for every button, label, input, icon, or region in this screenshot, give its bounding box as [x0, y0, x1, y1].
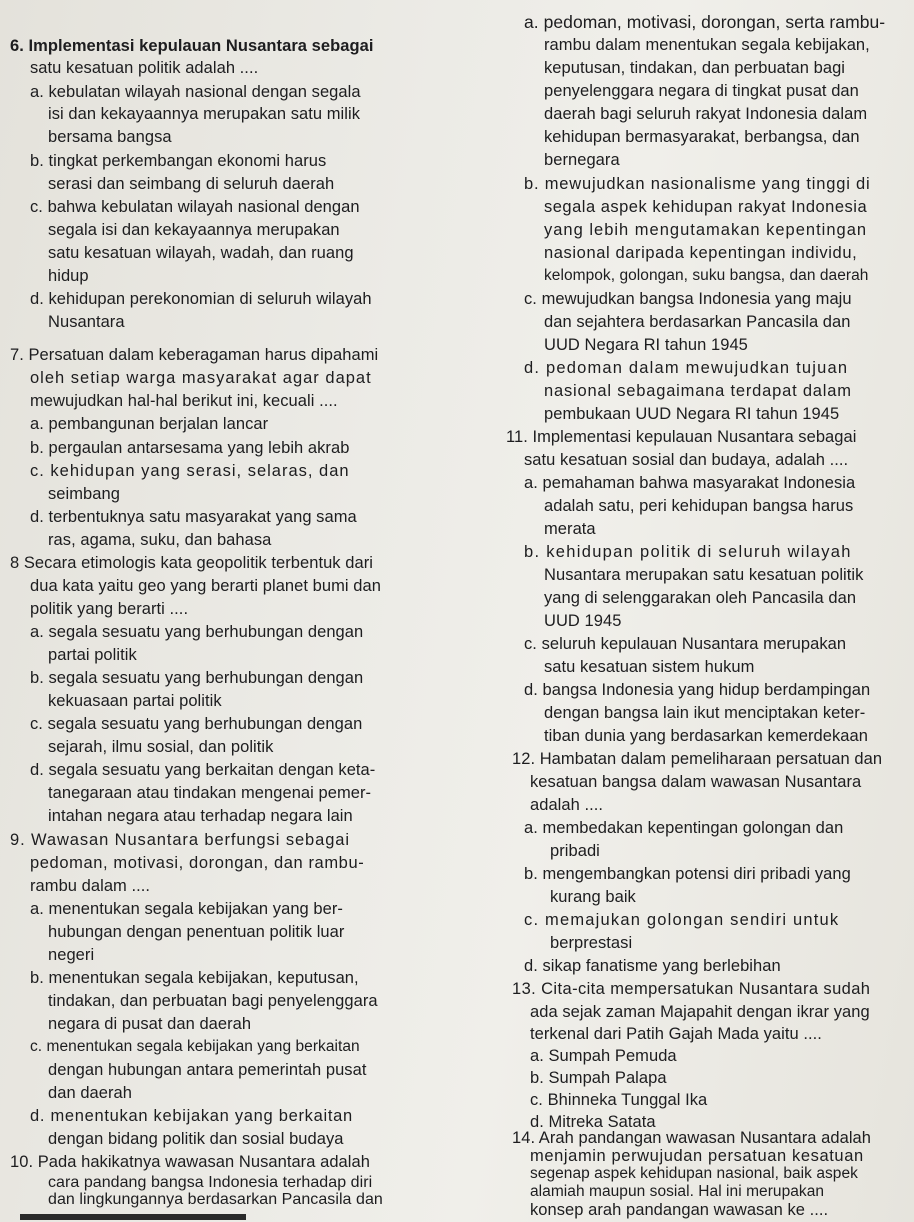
option-11c-line-1: c. seluruh kepulauan Nusantara merupakan [524, 635, 847, 653]
option-6d-line-2: Nusantara [48, 313, 125, 331]
question-13-line-1: 13. Cita-cita mempersatukan Nusantara sudah [512, 980, 871, 998]
question-14-line-4: alamiah maupun sosial. Hal ini merupakan [530, 1183, 825, 1200]
option-8d-line-3: intahan negara atau terhadap negara lain [48, 807, 353, 825]
option-10a-line-5: daerah bagi seluruh rakyat Indonesia dalam [544, 105, 868, 123]
bottom-divider [20, 1214, 246, 1220]
option-6a-line-1: a. kebulatan wilayah nasional dengan segala [30, 83, 361, 101]
option-7b: b. pergaulan antarsesama yang lebih akrab [30, 439, 350, 457]
question-11-line-1: 11. Implementasi kepulauan Nusantara sebagai [506, 428, 857, 446]
question-9-line-2: pedoman, motivasi, dorongan, dan rambu- [30, 854, 365, 872]
option-10b-line-1: b. mewujudkan nasionalisme yang tinggi di [524, 175, 871, 193]
question-7-line-2: oleh setiap warga masyarakat agar dapat [30, 369, 372, 387]
option-8d-line-1: d. segala sesuatu yang berkaitan dengan keta- [30, 761, 376, 779]
option-13c: c. Bhinneka Tunggal Ika [530, 1091, 708, 1109]
question-7-line-1: 7. Persatuan dalam keberagaman harus dipahami [10, 346, 379, 364]
question-14-line-1: 14. Arah pandangan wawasan Nusantara adalah [512, 1129, 872, 1147]
option-9b-line-2: tindakan, dan perbuatan bagi penyelenggara [48, 992, 378, 1010]
option-9c-line-2: dengan hubungan antara pemerintah pusat [48, 1061, 367, 1079]
option-11b-line-4: UUD 1945 [544, 612, 622, 630]
option-10b-line-3: yang lebih mengutamakan kepentingan [544, 221, 868, 239]
option-10b-line-2: segala aspek kehidupan rakyat Indonesia [544, 198, 868, 216]
question-9-line-1: 9. Wawasan Nusantara berfungsi sebagai [10, 831, 350, 849]
option-10d-line-2: nasional sebagaimana terdapat dalam [544, 382, 852, 400]
option-8a-line-1: a. segala sesuatu yang berhubungan dengan [30, 623, 364, 641]
option-12a-line-1: a. membedakan kepentingan golongan dan [524, 819, 844, 837]
option-11b-line-3: yang di selenggarakan oleh Pancasila dan [544, 589, 857, 607]
option-11a-line-2: adalah satu, peri kehidupan bangsa harus [544, 497, 854, 515]
question-13-line-3: terkenal dari Patih Gajah Mada yaitu .... [530, 1025, 822, 1043]
option-10a-line-4: penyelenggara negara di tingkat pusat dan [544, 82, 859, 100]
question-8-line-1: 8 Secara etimologis kata geopolitik terbentuk dari [10, 554, 373, 572]
option-9c-line-3: dan daerah [48, 1084, 132, 1102]
option-12b-line-2: kurang baik [550, 888, 636, 906]
option-12c-line-2: berprestasi [550, 934, 633, 952]
option-9a-line-1: a. menentukan segala kebijakan yang ber- [30, 900, 343, 918]
option-8d-line-2: tanegaraan atau tindakan mengenai pemer- [48, 784, 372, 802]
question-13-line-2: ada sejak zaman Majapahit dengan ikrar yang [530, 1003, 870, 1021]
option-11d-line-2: dengan bangsa lain ikut menciptakan keter- [544, 704, 866, 722]
question-14-line-3: segenap aspek kehidupan nasional, baik aspek [530, 1165, 858, 1182]
question-14-line-2: menjamin perwujudan persatuan kesatuan [530, 1147, 864, 1165]
option-8b-line-1: b. segala sesuatu yang berhubungan dengan [30, 669, 364, 687]
option-12d: d. sikap fanatisme yang berlebihan [524, 957, 781, 975]
option-7d-line-1: d. terbentuknya satu masyarakat yang sama [30, 508, 357, 526]
option-9d-line-1: d. menentukan kebijakan yang berkaitan [30, 1107, 353, 1125]
option-10b-line-4: nasional daripada kepentingan individu, [544, 244, 858, 262]
option-6c-line-1: c. bahwa kebulatan wilayah nasional dengan [30, 198, 360, 216]
option-7c-line-1: c. kehidupan yang serasi, selaras, dan [30, 462, 350, 480]
question-8-line-2: dua kata yaitu geo yang berarti planet bumi dan [30, 577, 381, 595]
option-10a-line-3: keputusan, tindakan, dan perbuatan bagi [544, 59, 846, 77]
option-10a-line-7: bernegara [544, 151, 620, 169]
question-9-line-3: rambu dalam .... [30, 877, 151, 895]
option-10a-line-2: rambu dalam menentukan segala kebijakan, [544, 36, 870, 54]
option-6c-line-2: segala isi dan kekayaannya merupakan [48, 221, 340, 239]
question-6-line-1: 6. Implementasi kepulauan Nusantara sebagai [10, 37, 374, 55]
question-10-line-1: 10. Pada hakikatnya wawasan Nusantara adalah [10, 1153, 370, 1171]
question-12-line-3: adalah .... [530, 796, 604, 814]
option-7c-line-2: seimbang [48, 485, 120, 503]
option-6b-line-1: b. tingkat perkembangan ekonomi harus [30, 152, 327, 170]
option-7a: a. pembangunan berjalan lancar [30, 415, 269, 433]
option-10b-line-5: kelompok, golongan, suku bangsa, dan daerah [544, 267, 869, 284]
question-10-line-3: dan lingkungannya berdasarkan Pancasila dan [48, 1191, 383, 1208]
option-6c-line-3: satu kesatuan wilayah, wadah, dan ruang [48, 244, 354, 262]
question-12-line-2: kesatuan bangsa dalam wawasan Nusantara [530, 773, 862, 791]
option-9a-line-2: hubungan dengan penentuan politik luar [48, 923, 345, 941]
option-6a-line-3: bersama bangsa [48, 128, 172, 146]
option-6c-line-4: hidup [48, 267, 89, 285]
question-8-line-3: politik yang berarti .... [30, 600, 189, 618]
option-10c-line-2: dan sejahtera berdasarkan Pancasila dan [544, 313, 851, 331]
option-9a-line-3: negeri [48, 946, 95, 964]
option-11a-line-1: a. pemahaman bahwa masyarakat Indonesia [524, 474, 856, 492]
question-6-line-2: satu kesatuan politik adalah .... [30, 59, 259, 77]
option-10d-line-1: d. pedoman dalam mewujudkan tujuan [524, 359, 849, 377]
option-7d-line-2: ras, agama, suku, dan bahasa [48, 531, 272, 549]
option-11b-line-1: b. kehidupan politik di seluruh wilayah [524, 543, 852, 561]
option-8b-line-2: kekuasaan partai politik [48, 692, 222, 710]
option-9b-line-1: b. menentukan segala kebijakan, keputusan, [30, 969, 359, 987]
option-11a-line-3: merata [544, 520, 596, 538]
option-12a-line-2: pribadi [550, 842, 600, 860]
question-14-line-5: konsep arah pandangan wawasan ke .... [530, 1201, 829, 1219]
option-11d-line-3: tiban dunia yang berdasarkan kemerdekaan [544, 727, 868, 745]
option-11c-line-2: satu kesatuan sistem hukum [544, 658, 755, 676]
option-6b-line-2: serasi dan seimbang di seluruh daerah [48, 175, 335, 193]
question-12-line-1: 12. Hambatan dalam pemeliharaan persatuan dan [512, 750, 883, 768]
option-8a-line-2: partai politik [48, 646, 137, 664]
option-9c-line-1: c. menentukan segala kebijakan yang berkaitan [30, 1038, 360, 1055]
option-9b-line-3: negara di pusat dan daerah [48, 1015, 252, 1033]
option-12b-line-1: b. mengembangkan potensi diri pribadi yang [524, 865, 851, 883]
option-10d-line-3: pembukaan UUD Negara RI tahun 1945 [544, 405, 840, 423]
option-12c-line-1: c. memajukan golongan sendiri untuk [524, 911, 840, 929]
option-6a-line-2: isi dan kekayaannya merupakan satu milik [48, 105, 360, 123]
question-11-line-2: satu kesatuan sosial dan budaya, adalah .... [524, 451, 849, 469]
option-10a-line-1: a. pedoman, motivasi, dorongan, serta rambu- [524, 12, 886, 32]
option-11b-line-2: Nusantara merupakan satu kesatuan politik [544, 566, 864, 584]
option-8c-line-2: sejarah, ilmu sosial, dan politik [48, 738, 274, 756]
option-10a-line-6: kehidupan bermasyarakat, berbangsa, dan [544, 128, 860, 146]
option-13b: b. Sumpah Palapa [530, 1069, 667, 1087]
option-9d-line-2: dengan bidang politik dan sosial budaya [48, 1130, 344, 1148]
option-13d: d. Mitreka Satata [530, 1113, 656, 1131]
option-8c-line-1: c. segala sesuatu yang berhubungan dengan [30, 715, 363, 733]
option-6d-line-1: d. kehidupan perekonomian di seluruh wilayah [30, 290, 372, 308]
option-13a: a. Sumpah Pemuda [530, 1047, 677, 1065]
question-10-line-2: cara pandang bangsa Indonesia terhadap diri [48, 1174, 373, 1191]
option-11d-line-1: d. bangsa Indonesia yang hidup berdampingan [524, 681, 871, 699]
option-10c-line-1: c. mewujudkan bangsa Indonesia yang maju [524, 290, 852, 308]
question-7-line-3: mewujudkan hal-hal berikut ini, kecuali .... [30, 392, 338, 410]
option-10c-line-3: UUD Negara RI tahun 1945 [544, 336, 748, 354]
